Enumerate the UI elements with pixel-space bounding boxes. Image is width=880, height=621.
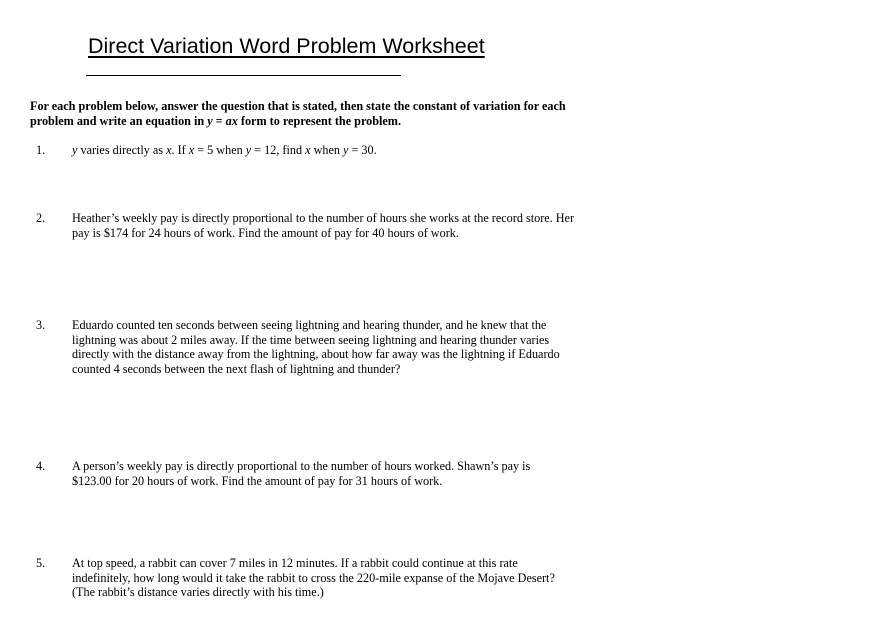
- math-variable: y: [343, 143, 349, 157]
- text-segment: Eduardo counted ten seconds between seeing lightning and hearing thunder, and he knew that the: [72, 318, 547, 332]
- text-segment: lightning was about 2 miles away. If the time between seeing lightning and hearing thunder varies: [72, 332, 550, 347]
- text-line: [72, 226, 574, 241]
- text-segment: when: [310, 143, 344, 157]
- name-blank-line: [86, 75, 401, 76]
- problem-number: 5.: [36, 556, 46, 570]
- text-segment: pay is $174 for 24 hours of work. Find the amount of pay for 40 hours of work.: [72, 225, 459, 240]
- problem-text: [72, 318, 560, 376]
- text-segment: = 30.: [348, 143, 377, 157]
- problem-text: [72, 556, 555, 600]
- text-segment: = 5 when: [194, 143, 246, 157]
- problem-text: [72, 143, 377, 158]
- text-segment: At top speed, a rabbit can cover 7 miles in 12 minutes. If a rabbit could continue at this rate: [72, 556, 518, 570]
- text-line: [72, 556, 555, 571]
- math-variable: y: [245, 143, 252, 157]
- text-segment: Heather’s weekly pay is directly proportional to the number of hours she works at the record store. Her: [72, 211, 575, 225]
- text-segment: = 12, find: [251, 143, 306, 157]
- problem-text: [72, 211, 574, 240]
- problem-number: 3.: [36, 318, 46, 332]
- text-segment: A person’s weekly pay is directly proportional to the number of hours worked. Shawn’s pay is: [72, 459, 531, 473]
- text-segment: =: [212, 114, 226, 128]
- text-segment: form to represent the problem.: [237, 114, 402, 128]
- text-line: [72, 211, 574, 226]
- text-segment: counted 4 seconds between the next flash of lightning and thunder?: [72, 361, 401, 376]
- text-segment: varies directly as: [77, 143, 167, 157]
- math-variable: y: [72, 143, 78, 157]
- text-line: [72, 362, 560, 377]
- text-line: [72, 474, 530, 489]
- math-variable: ax: [225, 114, 238, 128]
- text-line: [72, 318, 560, 333]
- text-segment: directly with the distance away from the lightning, about how far away was the lightning if Eduardo: [72, 347, 560, 361]
- text-line: [72, 347, 560, 362]
- text-line: [72, 459, 530, 474]
- worksheet-title: Direct Variation Word Problem Worksheet: [88, 34, 485, 58]
- text-segment: . If: [171, 143, 189, 157]
- text-line: [30, 99, 590, 114]
- math-variable: y: [207, 114, 213, 128]
- text-line: [30, 114, 590, 129]
- text-line: [72, 333, 560, 348]
- text-line: [72, 143, 377, 158]
- problem-number: 2.: [36, 211, 46, 225]
- text-segment: (The rabbit’s distance varies directly with his time.): [72, 585, 324, 599]
- instructions: [30, 99, 590, 129]
- text-segment: indefinitely, how long would it take the rabbit to cross the 220-mile expanse of the Mojave Desert?: [72, 570, 555, 585]
- text-segment: $123.00 for 20 hours of work. Find the amount of pay for 31 hours of work.: [72, 473, 443, 488]
- problem-text: [72, 459, 530, 488]
- text-segment: problem and write an equation in: [30, 114, 208, 128]
- problem-number: 4.: [36, 459, 46, 473]
- math-variable: x: [166, 143, 172, 157]
- text-line: [72, 571, 555, 586]
- math-variable: x: [188, 143, 195, 157]
- text-segment: For each problem below, answer the question that is stated, then state the constant of variation for each: [30, 99, 566, 113]
- problem-number: 1.: [36, 143, 46, 157]
- math-variable: x: [305, 143, 311, 157]
- text-line: [72, 585, 555, 600]
